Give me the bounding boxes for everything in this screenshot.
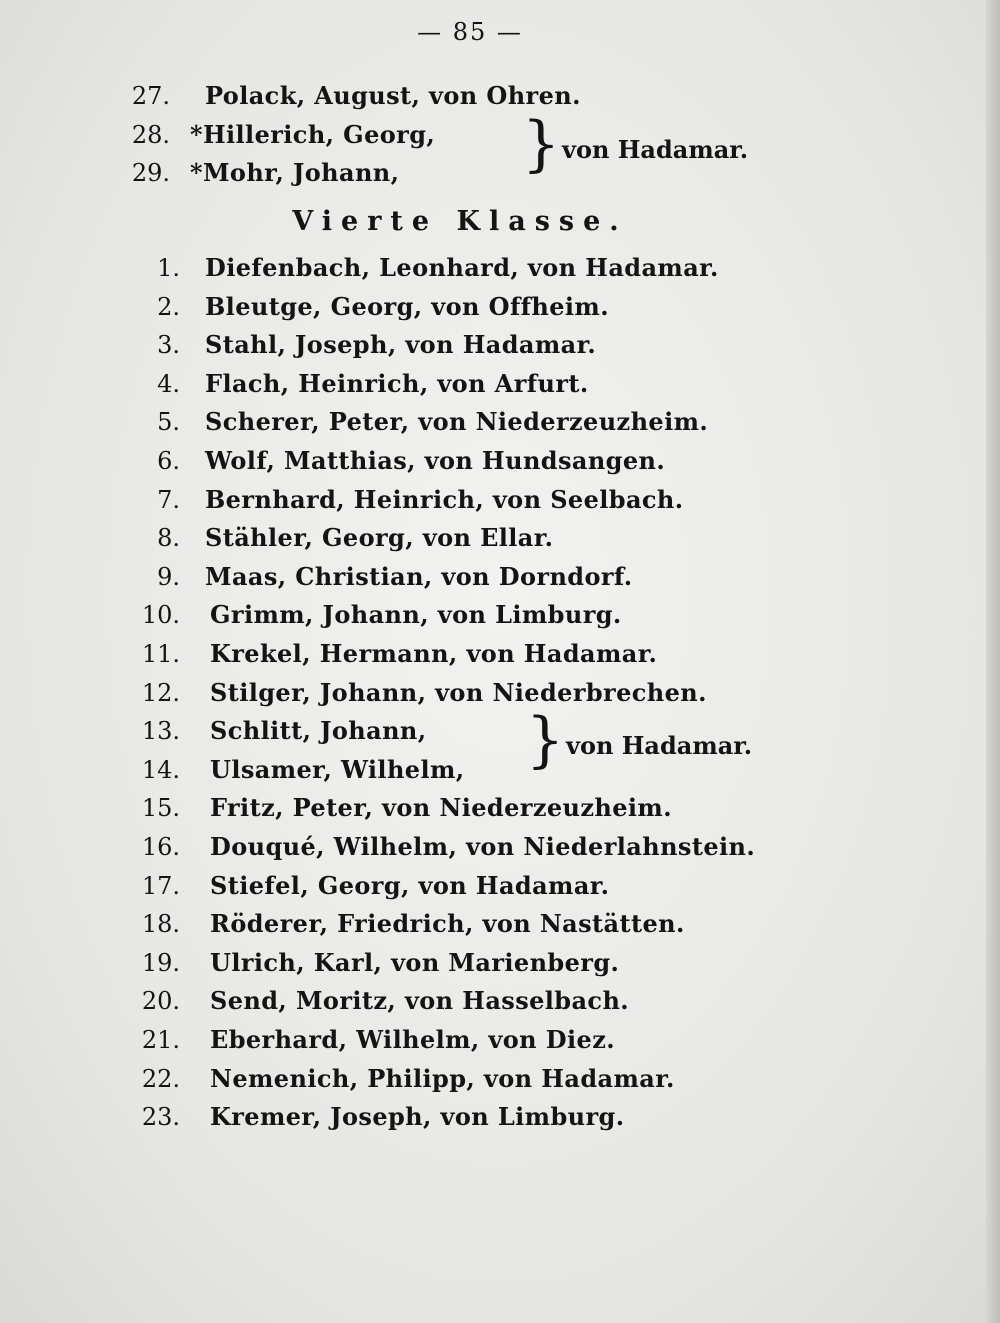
entry-text: Wolf, Matthias, von Hundsangen. xyxy=(205,446,666,475)
entry-number: 16. xyxy=(141,833,180,861)
entry-text: Röderer, Friedrich, von Nastätten. xyxy=(210,909,685,939)
list-item xyxy=(110,78,670,114)
list-item xyxy=(130,790,690,826)
entry-text: Nemenich, Philipp, von Hadamar. xyxy=(210,1063,675,1093)
list-item xyxy=(130,636,690,672)
entry-text: Scherer, Peter, von Niederzeuzheim. xyxy=(205,407,709,437)
entry-text: *Mohr, Johann, xyxy=(190,158,400,187)
entry-number: 13. xyxy=(141,717,180,746)
entry-number: 17. xyxy=(141,871,180,900)
entry-number: 1. xyxy=(157,254,180,282)
brace: } xyxy=(526,705,565,775)
entry-number: 21. xyxy=(141,1026,180,1054)
list-item xyxy=(130,1099,690,1135)
entry-number: 27. xyxy=(131,82,170,110)
entry-number: 20. xyxy=(141,987,180,1016)
entry-number: 22. xyxy=(141,1064,180,1093)
entry-text: Ulsamer, Wilhelm, xyxy=(210,754,465,784)
list-item xyxy=(130,675,707,711)
list-item xyxy=(130,868,690,904)
entry-text: Bleutge, Georg, von Offheim. xyxy=(205,291,609,321)
entry-number: 11. xyxy=(141,640,180,668)
entry-text: Bernhard, Heinrich, von Seelbach. xyxy=(205,484,684,514)
page-number: — 85 — xyxy=(417,18,523,46)
list-item xyxy=(130,289,690,325)
entry-number: 7. xyxy=(157,485,180,514)
entry-text: Stiefel, Georg, von Hadamar. xyxy=(210,870,610,900)
entry-number: 18. xyxy=(141,910,180,939)
entry-number: 14. xyxy=(141,755,180,784)
entry-text: Stahl, Joseph, von Hadamar. xyxy=(205,330,597,360)
entry-number: 2. xyxy=(157,292,180,321)
entry-text: *Hillerich, Georg, xyxy=(190,120,436,149)
entry-number: 15. xyxy=(141,794,180,823)
entry-text: Stähler, Georg, von Ellar. xyxy=(205,523,554,553)
list-item xyxy=(130,983,690,1019)
list-item xyxy=(130,250,719,286)
brace: } xyxy=(522,109,561,179)
list-item xyxy=(130,1061,690,1097)
entry-text: Eberhard, Wilhelm, von Diez. xyxy=(210,1025,615,1054)
entry-text: Send, Moritz, von Hasselbach. xyxy=(210,986,630,1016)
list-item xyxy=(130,482,690,518)
entry-text: Diefenbach, Leonhard, von Hadamar. xyxy=(205,253,719,282)
entry-text: Grimm, Johann, von Limburg. xyxy=(210,600,622,630)
entry-text: Krekel, Hermann, von Hadamar. xyxy=(210,639,658,668)
brace-label: von Hadamar. xyxy=(562,135,749,164)
list-item xyxy=(130,443,690,479)
entry-number: 9. xyxy=(157,562,180,591)
entry-text: Stilger, Johann, von Niederbrechen. xyxy=(210,677,707,707)
entry-number: 3. xyxy=(157,331,180,360)
entry-number: 12. xyxy=(141,678,180,707)
list-item xyxy=(130,945,690,981)
list-item xyxy=(130,520,690,556)
list-item xyxy=(130,559,690,595)
entry-number: 8. xyxy=(157,524,180,553)
list-item xyxy=(130,829,756,865)
entry-number: 10. xyxy=(141,601,180,630)
entry-text: Polack, August, von Ohren. xyxy=(205,81,581,110)
list-item xyxy=(130,404,709,440)
entry-text: Flach, Heinrich, von Arfurt. xyxy=(205,368,589,398)
entry-text: Fritz, Peter, von Niederzeuzheim. xyxy=(210,793,672,823)
entry-number: 19. xyxy=(141,948,180,977)
entry-text: Ulrich, Karl, von Marienberg. xyxy=(210,947,620,977)
entry-number: 28. xyxy=(131,121,170,149)
list-item xyxy=(130,597,690,633)
list-item xyxy=(130,327,690,363)
brace-label: von Hadamar. xyxy=(566,731,753,760)
entry-number: 4. xyxy=(157,369,180,398)
entry-text: Schlitt, Johann, xyxy=(210,716,427,746)
list-item xyxy=(130,906,690,942)
section-title: Vierte Klasse. xyxy=(292,206,628,237)
entry-number: 6. xyxy=(157,447,180,475)
page-edge xyxy=(986,0,1000,1323)
list-item xyxy=(130,366,690,402)
entry-number: 5. xyxy=(157,408,180,437)
list-item xyxy=(130,1022,690,1058)
entry-text: Douqué, Wilhelm, von Niederlahnstein. xyxy=(210,832,756,861)
entry-number: 23. xyxy=(141,1103,180,1132)
entry-number: 29. xyxy=(131,159,170,187)
entry-text: Maas, Christian, von Dorndorf. xyxy=(205,561,633,591)
entry-text: Kremer, Joseph, von Limburg. xyxy=(210,1102,625,1132)
